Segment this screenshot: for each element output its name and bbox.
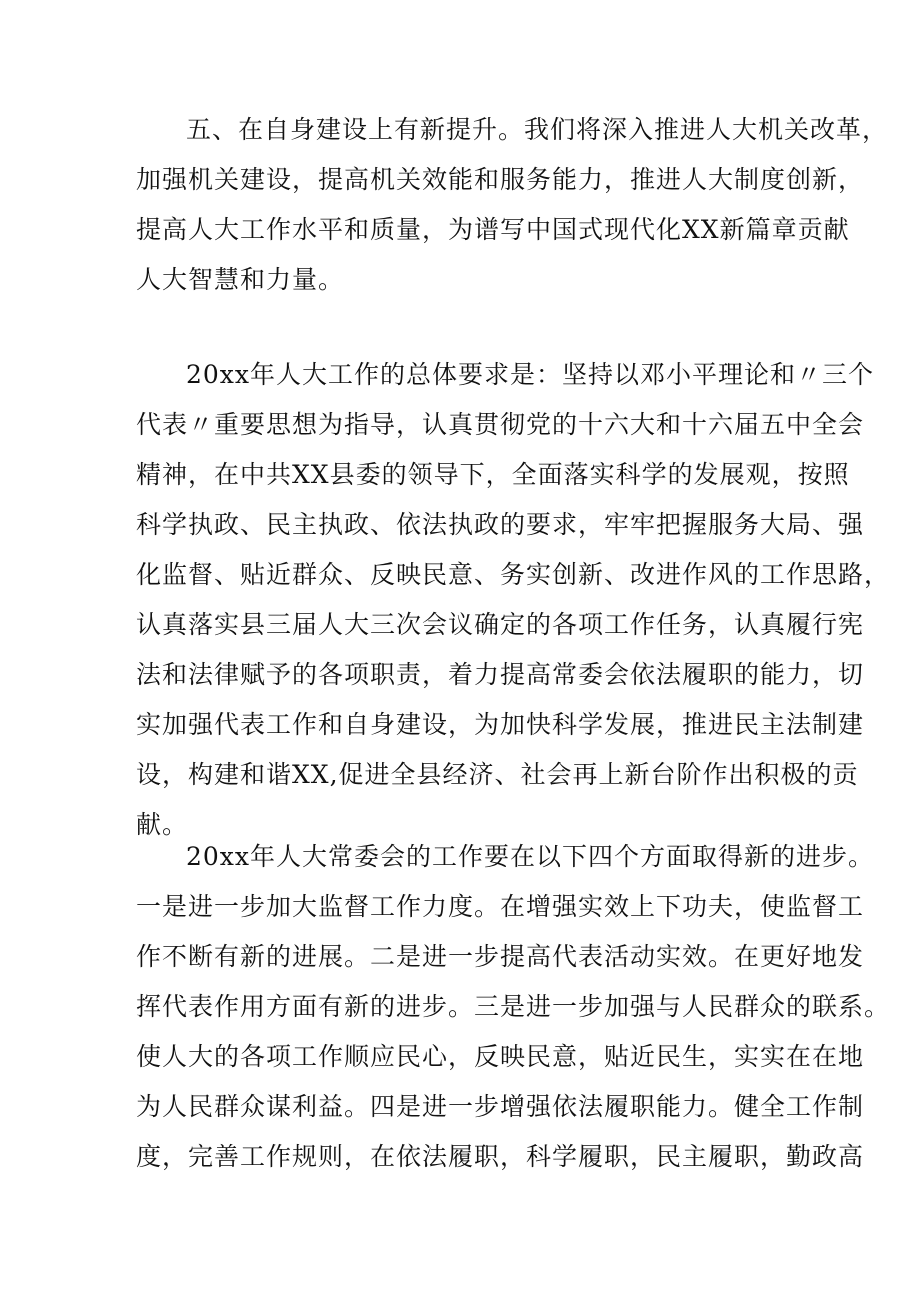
paragraph-line: 一是进一步加大监督工作力度。在增强实效上下功夫，使监督工 xyxy=(136,892,865,921)
paragraph-line: 为人民群众谋利益。四是进一步增强依法履职能力。健全工作制 xyxy=(136,1092,865,1121)
paragraph-line: 加强机关建设，提高机关效能和服务能力，推进人大制度创新， xyxy=(136,165,865,194)
paragraph-line: 化监督、贴近群众、反映民意、务实创新、改进作风的工作思路， xyxy=(136,560,891,589)
paragraph-line: 人大智慧和力量。 xyxy=(136,265,345,294)
paragraph-line: 认真落实县三届人大三次会议确定的各项工作任务，认真履行宪 xyxy=(136,610,865,639)
paragraph-line: 挥代表作用方面有新的进步。三是进一步加强与人民群众的联系。 xyxy=(136,992,891,1021)
paragraph-line: 代表〃重要思想为指导，认真贯彻党的十六大和十六届五中全会 xyxy=(136,410,865,439)
paragraph-line: 使人大的各项工作顺应民心，反映民意，贴近民生，实实在在地 xyxy=(136,1042,865,1071)
paragraph-line: 献。 xyxy=(136,810,189,839)
paragraph-line: 设，构建和谐XX,促进全县经济、社会再上新台阶作出积极的贡 xyxy=(136,760,859,789)
paragraph-overall-requirements xyxy=(136,350,891,850)
paragraph-line: 法和法律赋予的各项职责，着力提高常委会依法履职的能力，切 xyxy=(136,660,865,689)
paragraph-line: 度，完善工作规则，在依法履职，科学履职，民主履职，勤政高 xyxy=(136,1142,865,1171)
paragraph-line: 作不断有新的进展。二是进一步提高代表活动实效。在更好地发 xyxy=(136,942,865,971)
paragraph-line: 提高人大工作水平和质量，为谱写中国式现代化XX新篇章贡献 xyxy=(136,215,850,244)
paragraph-self-building xyxy=(136,105,889,305)
paragraph-line: 实加强代表工作和自身建设，为加快科学发展，推进民主法制建 xyxy=(136,710,865,739)
paragraph-line: 20xx年人大常委会的工作要在以下四个方面取得新的进步。 xyxy=(186,842,875,871)
paragraph-line: 20xx年人大工作的总体要求是：坚持以邓小平理论和〃三个 xyxy=(186,360,875,389)
paragraph-line: 精神，在中共XX县委的领导下，全面落实科学的发展观，按照 xyxy=(136,460,850,489)
paragraph-four-aspects xyxy=(136,832,891,1182)
paragraph-line: 五、在自身建设上有新提升。我们将深入推进人大机关改革， xyxy=(186,115,889,144)
paragraph-line: 科学执政、民主执政、依法执政的要求，牢牢把握服务大局、强 xyxy=(136,510,865,539)
